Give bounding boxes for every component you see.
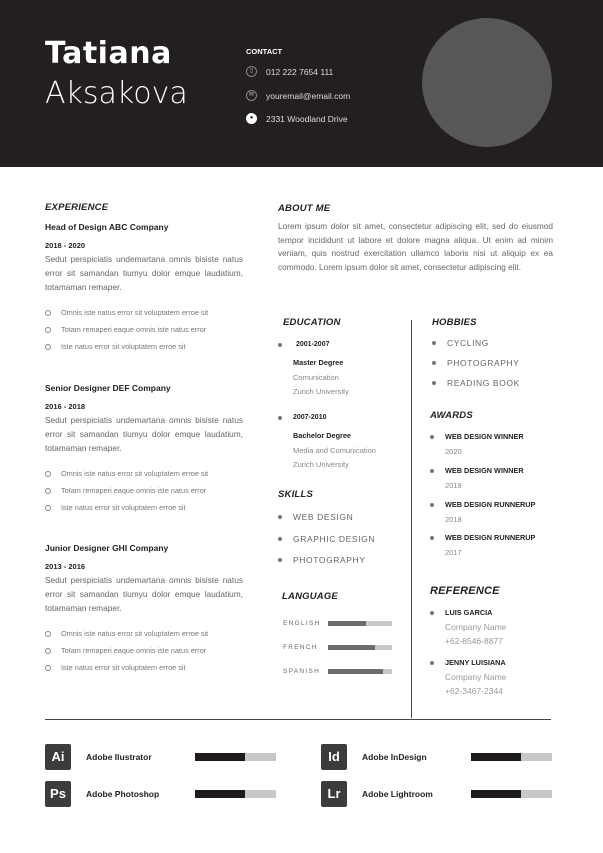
awards-heading: AWARDS [430, 410, 473, 421]
job-title: Senior Designer DEF Company [45, 383, 171, 393]
software-name: Adobe Ilustrator [86, 752, 152, 762]
circle-bullet-icon [45, 488, 51, 494]
award-item [430, 533, 535, 542]
job-bullets [45, 304, 243, 355]
award-year: 2020 [445, 447, 462, 456]
software-level-bar [195, 753, 276, 761]
reference-name: LUIS GARCIA [445, 608, 493, 617]
job-bullet [45, 499, 243, 516]
education-years: 2001-2007 [296, 341, 330, 348]
mail-icon: ✉ [246, 90, 257, 101]
education-year-row [278, 341, 329, 348]
experience-item [45, 543, 243, 676]
bullet-icon [278, 558, 282, 562]
bullet-text: Omnis iste natus error sit voluptatem erroe sit [61, 629, 209, 638]
bullet-icon [430, 536, 434, 540]
experience-item [45, 222, 243, 355]
reference-company: Company Name [445, 622, 507, 632]
language-level-fill [328, 669, 383, 674]
phone-icon: ▯ [246, 66, 257, 77]
job-bullet [45, 642, 243, 659]
software-logo-icon: Ai [45, 744, 71, 770]
phone-text: 012 222 7654 111 [266, 66, 334, 77]
education-details [293, 429, 376, 473]
education-degree: Master Degree [293, 358, 344, 367]
reference-name: JENNY LUISIANA [445, 658, 506, 667]
software-level-bar [471, 790, 552, 798]
education-details [293, 356, 349, 400]
education-school: Zurich University [293, 387, 349, 396]
contact-title: CONTACT [246, 47, 283, 56]
job-description: Sedut perspiciatis undemartana omnis bisiste natus error sit samandan tiumyu dolor emque laudatium, totamaman remaper. [45, 575, 243, 613]
bullet-text: Iste natus error sit voluptatem erroe sit [61, 503, 186, 512]
award-item [430, 432, 524, 441]
reference-item [430, 658, 506, 667]
skill-item [278, 534, 375, 544]
reference-phone: +62-8546-8877 [445, 636, 503, 646]
skills-heading: SKILLS [278, 489, 313, 500]
bullet-text: Omnis iste natus error sit voluptatem erroe sit [61, 469, 209, 478]
software-level-bar [195, 790, 276, 798]
reference-company: Company Name [445, 672, 507, 682]
education-school: Zurich University [293, 460, 349, 469]
software-level-fill [471, 790, 521, 798]
job-bullets [45, 625, 243, 676]
software-logo-icon: Id [321, 744, 347, 770]
column-divider [411, 320, 412, 718]
software-level-bar [471, 753, 552, 761]
job-bullet [45, 625, 243, 642]
job-bullet [45, 321, 243, 338]
language-level-fill [328, 645, 375, 650]
bullet-text: Totam remaperi eaque omnis iste natus error [61, 325, 207, 334]
hobby-item [432, 358, 520, 368]
language-name: ENGLISH [283, 620, 321, 627]
education-field: Comunication [293, 372, 339, 382]
bullet-icon [278, 416, 282, 420]
education-years: 2007-2010 [293, 414, 327, 421]
bullet-icon [430, 611, 434, 615]
award-item [430, 500, 535, 509]
skill-label: WEB DESIGN [293, 512, 354, 522]
software-name: Adobe Photoshop [86, 789, 160, 799]
software-level-fill [471, 753, 521, 761]
reference-phone: +62-3467-2344 [445, 686, 503, 696]
skill-label: GRAPHIC DESIGN [293, 533, 376, 544]
bullet-text: Iste natus error sit voluptatem erroe sit [61, 342, 186, 351]
experience-heading: EXPERIENCE [45, 202, 109, 213]
job-bullet [45, 338, 243, 355]
skill-item [278, 555, 366, 565]
award-name: WEB DESIGN RUNNERUP [445, 533, 536, 542]
skill-item [278, 512, 353, 522]
experience-item [45, 383, 243, 516]
software-item [45, 781, 285, 807]
award-name: WEB DESIGN WINNER [445, 466, 524, 475]
hobby-item [432, 378, 520, 388]
software-name: Adobe InDesign [362, 752, 427, 762]
award-item [430, 466, 524, 475]
bullet-icon [430, 503, 434, 507]
bullet-icon [278, 343, 282, 347]
job-bullet [45, 659, 243, 676]
circle-bullet-icon [45, 665, 51, 671]
bullet-icon [430, 469, 434, 473]
circle-bullet-icon [45, 505, 51, 511]
last-name: Aksakova [45, 76, 188, 111]
education-heading: EDUCATION [283, 317, 341, 328]
bullet-text: Totam remaperi eaque omnis iste natus error [61, 486, 207, 495]
job-dates: 2013 - 2016 [45, 562, 86, 571]
software-level-fill [195, 753, 245, 761]
circle-bullet-icon [45, 344, 51, 350]
profile-photo-placeholder [422, 18, 552, 147]
section-divider [45, 719, 551, 720]
software-item [321, 744, 561, 770]
job-bullets [45, 465, 243, 516]
award-year: 2017 [445, 548, 462, 557]
circle-bullet-icon [45, 631, 51, 637]
skill-label: PHOTOGRAPHY [293, 555, 366, 565]
hobby-label: CYCLING [447, 338, 489, 348]
circle-bullet-icon [45, 310, 51, 316]
education-degree: Bachelor Degree [293, 431, 351, 440]
job-description: Sedut perspiciatis undemartana omnis bisiste natus error sit samandan tiumyu dolor emque laudatium, totamaman remaper. [45, 254, 243, 292]
job-dates: 2016 - 2018 [45, 402, 86, 411]
about-text: Lorem ipsum dolor sit amet, consectetur adipiscing elit, sed do eiusmod tempor incididunt ut labore et dolore magna aliqua. Ut enim ad minim veniam, quis nostrud exercitation ullamco laboris nisi ut aliquip ex ea commodo. Lorem ipsum dolor sit amet, consectetur adipiscing elit. [278, 221, 553, 272]
hobby-label: PHOTOGRAPHY [447, 358, 520, 368]
address-text: 2331 Woodland Drive [266, 113, 348, 124]
job-title: Head of Design ABC Company [45, 222, 169, 232]
job-dates: 2018 - 2020 [45, 241, 86, 250]
hobbies-heading: HOBBIES [432, 317, 477, 328]
award-name: WEB DESIGN RUNNERUP [445, 500, 536, 509]
contact-address [246, 113, 348, 124]
circle-bullet-icon [45, 327, 51, 333]
bullet-icon [432, 361, 436, 365]
language-level-bar [328, 669, 392, 674]
circle-bullet-icon [45, 648, 51, 654]
bullet-icon [278, 515, 282, 519]
email-text: youremail@email.com [266, 90, 351, 101]
job-bullet [45, 304, 243, 321]
software-name: Adobe Lightroom [362, 789, 433, 799]
job-description: Sedut perspiciatis undemartana omnis bisiste natus error sit samandan tiumyu dolor emque laudatium, totamaman remaper. [45, 415, 243, 453]
bullet-icon [432, 381, 436, 385]
language-level-bar [328, 621, 392, 626]
award-name: WEB DESIGN WINNER [445, 432, 524, 441]
software-item [45, 744, 285, 770]
bullet-text: Omnis iste natus error sit voluptatem erroe sit [61, 308, 209, 317]
language-name: FRENCH [283, 644, 318, 651]
circle-bullet-icon [45, 471, 51, 477]
location-icon: ● [246, 113, 257, 124]
contact-email [246, 90, 350, 101]
job-bullet [45, 482, 243, 499]
contact-phone [246, 66, 333, 77]
education-year-row [278, 414, 326, 421]
bullet-icon [278, 537, 282, 541]
first-name: Tatiana [45, 36, 172, 71]
bullet-text: Totam remaperi eaque omnis iste natus error [61, 646, 207, 655]
reference-item [430, 608, 492, 617]
hobby-label: READING BOOK [447, 378, 520, 388]
reference-heading: REFERENCE [430, 585, 500, 597]
header-banner [0, 0, 603, 167]
award-year: 2018 [445, 515, 462, 524]
hobby-item [432, 338, 489, 348]
software-item [321, 781, 561, 807]
education-field: Media and Comunication [293, 445, 376, 455]
software-level-fill [195, 790, 245, 798]
bullet-icon [430, 435, 434, 439]
software-logo-icon: Ps [45, 781, 71, 807]
about-heading: ABOUT ME [278, 203, 331, 214]
job-title: Junior Designer GHI Company [45, 543, 169, 553]
bullet-text: Iste natus error sit voluptatem erroe sit [61, 663, 186, 672]
language-heading: LANGUAGE [282, 591, 338, 602]
job-bullet [45, 465, 243, 482]
bullet-icon [432, 341, 436, 345]
language-level-fill [328, 621, 366, 626]
award-year: 2019 [445, 481, 462, 490]
language-level-bar [328, 645, 392, 650]
language-name: SPANISH [283, 668, 321, 675]
bullet-icon [430, 661, 434, 665]
software-logo-icon: Lr [321, 781, 347, 807]
